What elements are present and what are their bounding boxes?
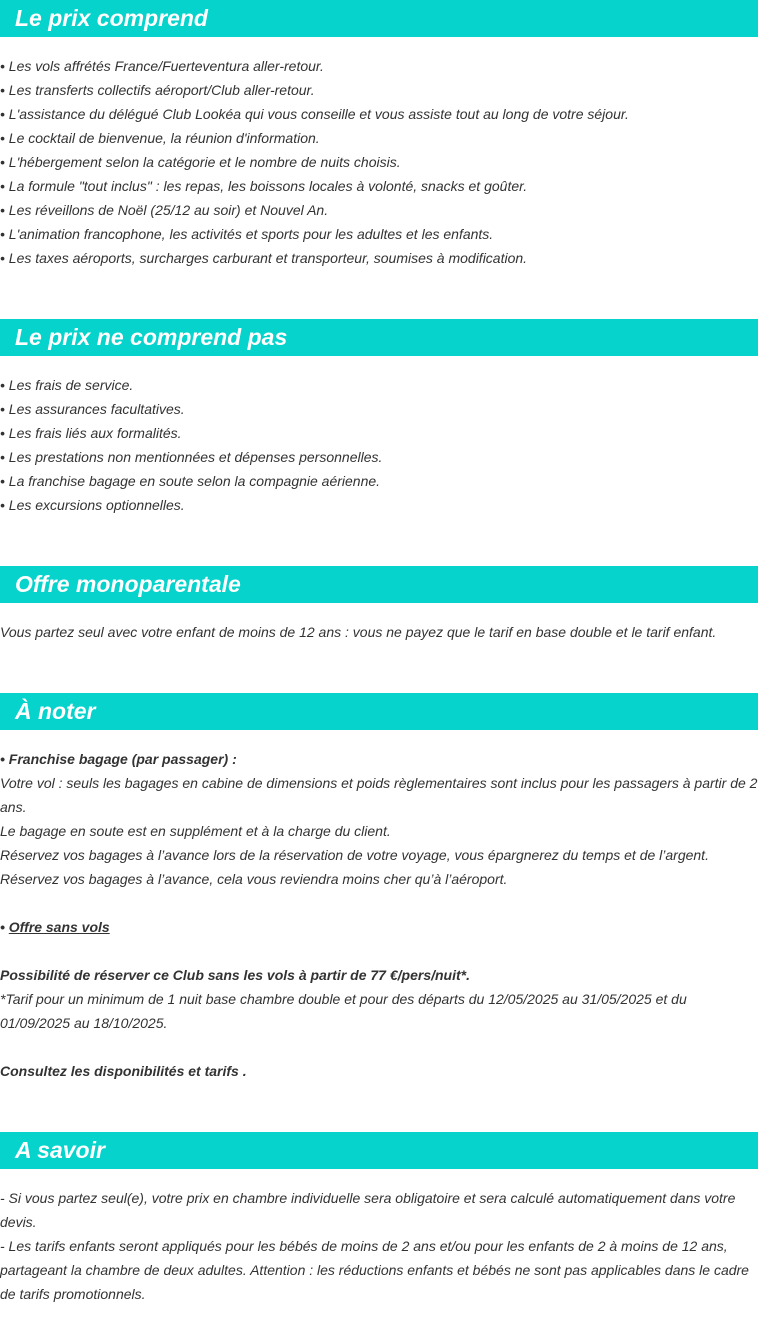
list-item: • Le cocktail de bienvenue, la réunion d'information. — [0, 130, 320, 146]
list-item: • La formule "tout inclus" : les repas, les boissons locales à volonté, snacks et goûter. — [0, 178, 528, 194]
section-a-savoir — [0, 1132, 758, 1306]
offre-sans-vols-line — [0, 915, 758, 939]
list-item: • Les excursions optionnelles. — [0, 497, 185, 513]
list-item: • Les frais de service. — [0, 377, 134, 393]
bagage-label: • Franchise bagage (par passager) : — [0, 751, 237, 767]
list-item: • La franchise bagage en soute selon la compagnie aérienne. — [0, 473, 381, 489]
section-prix-ne-comprend-pas — [0, 319, 758, 517]
section-offre-monoparentale — [0, 566, 758, 644]
paragraph: Vous partez seul avec votre enfant de moins de 12 ans : vous ne payez que le tarif en base double et le tarif enfant. — [0, 624, 717, 640]
spacer — [0, 1035, 758, 1059]
section-a-noter — [0, 693, 758, 1083]
tarif-note: *Tarif pour un minimum de 1 nuit base chambre double et pour des départs du 12/05/2025 au 31/05/2025 et du 01/09/2025 au 18/10/2025. — [0, 991, 687, 1031]
paragraph: - Les tarifs enfants seront appliqués pour les bébés de moins de 2 ans et/ou pour les enfants de 2 à moins de 12 ans, partageant la chambre de deux adultes. Attention : les réductions enfants et bébés ne sont pas applicables dans le cadre de tarifs promotionnels. — [0, 1238, 749, 1302]
paragraph: Réservez vos bagages à l’avance lors de la réservation de votre voyage, vous épargnerez du temps et de l’argent. — [0, 847, 709, 863]
list-item: • L'assistance du délégué Club Lookéa qui vous conseille et vous assiste tout au long de votre séjour. — [0, 106, 629, 122]
list-item: • Les transferts collectifs aéroport/Club aller-retour. — [0, 82, 315, 98]
section-prix-comprend — [0, 0, 758, 270]
section-content — [0, 1186, 758, 1306]
list-item: • Les prestations non mentionnées et dépenses personnelles. — [0, 449, 383, 465]
section-title: A savoir — [0, 1132, 758, 1169]
list-item: • L'animation francophone, les activités et sports pour les adultes et les enfants. — [0, 226, 494, 242]
paragraph: - Si vous partez seul(e), votre prix en chambre individuelle sera obligatoire et sera calculé automatiquement dans votre devis. — [0, 1190, 736, 1230]
section-list — [0, 373, 758, 517]
list-item: • Les assurances facultatives. — [0, 401, 185, 417]
list-item: • Les taxes aéroports, surcharges carburant et transporteur, soumises à modification. — [0, 250, 528, 266]
section-title: Le prix comprend — [0, 0, 758, 37]
bullet: • — [0, 919, 9, 935]
list-item: • Les réveillons de Noël (25/12 au soir) et Nouvel An. — [0, 202, 329, 218]
offre-sans-vols-link[interactable]: Offre sans vols — [8, 919, 110, 935]
list-item: • Les frais liés aux formalités. — [0, 425, 182, 441]
section-title: Le prix ne comprend pas — [0, 319, 758, 356]
paragraph: Le bagage en soute est en supplément et à la charge du client. — [0, 823, 391, 839]
spacer — [0, 939, 758, 963]
section-title: Offre monoparentale — [0, 566, 758, 603]
spacer — [0, 891, 758, 915]
section-list — [0, 54, 758, 270]
list-item: • L'hébergement selon la catégorie et le nombre de nuits choisis. — [0, 154, 401, 170]
paragraph: Votre vol : seuls les bagages en cabine de dimensions et poids règlementaires sont inclus pour les passagers à partir de 2 ans. — [0, 775, 758, 815]
section-text — [0, 620, 758, 644]
possibilite-text: Possibilité de réserver ce Club sans les vols à partir de 77 €/pers/nuit*. — [0, 967, 470, 983]
consultez-link[interactable]: Consultez les disponibilités et tarifs . — [0, 1063, 247, 1079]
section-title: À noter — [0, 693, 758, 730]
section-content — [0, 747, 758, 1083]
list-item: • Les vols affrétés France/Fuerteventura aller-retour. — [0, 58, 324, 74]
paragraph: Réservez vos bagages à l’avance, cela vous reviendra moins cher qu’à l’aéroport. — [0, 871, 508, 887]
